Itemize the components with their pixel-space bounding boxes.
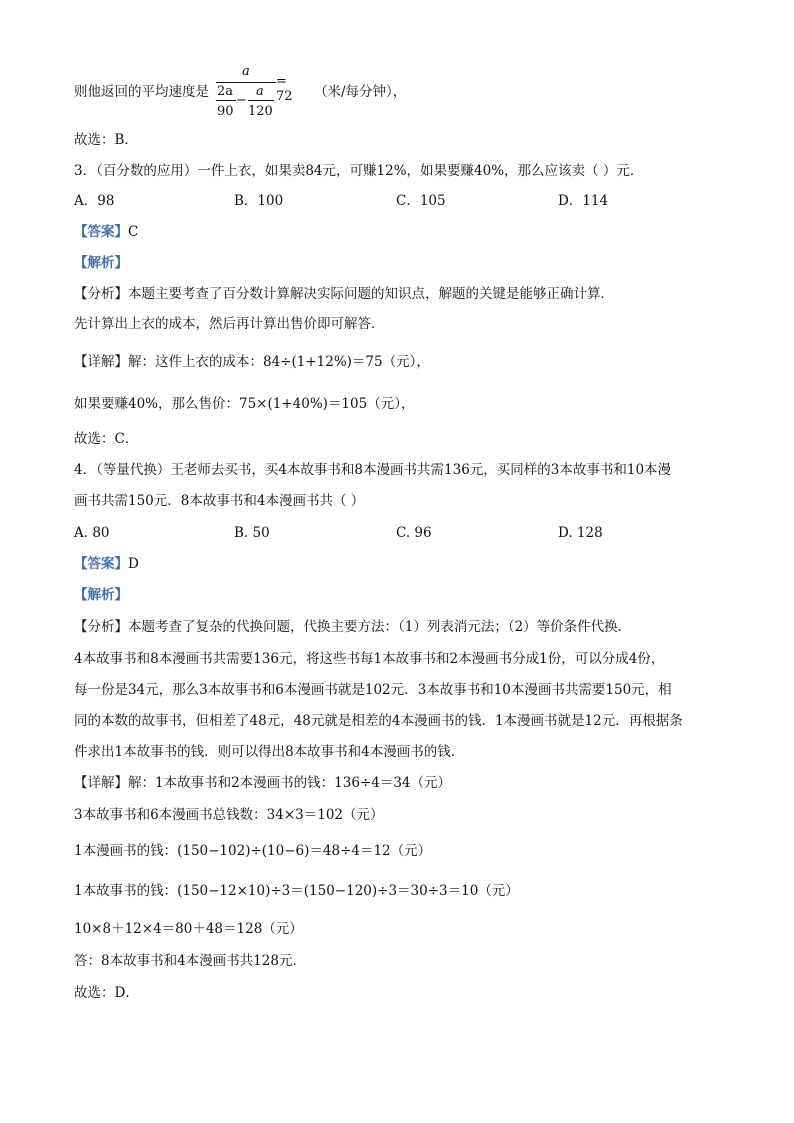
q4-step1-line (74, 773, 451, 793)
q4-step5: 10×8＋12×4＝80＋48＝128（元） (74, 921, 303, 937)
formula-den-right-den: 120 (248, 104, 273, 119)
q3-option-c: C．105 (396, 193, 446, 209)
q4-answer-line (74, 554, 139, 574)
q4-conclusion: 答：8本故事书和4本漫画书共128元． (74, 953, 306, 969)
q3-answer-line (74, 222, 138, 242)
formula-numerator: a (242, 64, 250, 79)
q3-option-a: A．98 (74, 193, 115, 209)
q2-choose: 故选：B． (74, 132, 138, 148)
q4-para2: 每一份是34元，那么3本故事书和6本漫画书就是102元．3本故事书和10本漫画书共需要150元，相 (74, 682, 672, 698)
right-fraction-bar (248, 100, 274, 101)
q3-answer-tag: 【答案】 (74, 224, 128, 240)
formula-minus: − (236, 93, 247, 108)
q4-option-c: C. 96 (396, 525, 432, 541)
q4-option-a: A. 80 (74, 525, 110, 541)
q3-answer: C (128, 224, 139, 240)
q4-para1: 4本故事书和8本漫画书共需要136元，将这些书每1本故事书和2本漫画书分成1份，可以分成4份， (74, 651, 665, 667)
q4-step3: 1本漫画书的钱：(150−102)÷(10−6)＝48÷4＝12（元） (74, 843, 432, 859)
q4-choose: 故选：D． (74, 985, 139, 1001)
q4-stem-line2: 画书共需150元．8本故事书和4本漫画书共（ ） (74, 493, 365, 509)
q3-option-b: B．100 (234, 193, 284, 209)
q3-fenxi2: 先计算出上衣的成本，然后再计算出售价即可解答． (74, 316, 385, 332)
q4-step4: 1本故事书的钱：(150−12×10)÷3＝(150−120)÷3＝30÷3＝10（元） (74, 883, 519, 899)
q4-option-b: B. 50 (234, 525, 270, 541)
q3-analysis-tag: 【解析】 (74, 255, 128, 271)
q4-fenxi: 本题考查了复杂的代换问题，代换主要方法：（1）列表消元法；（2）等价条件代换． (128, 619, 632, 635)
q3-step2: 如果要赚40%，那么售价：75×(1+40%)＝105（元）， (74, 396, 415, 412)
q4-para4: 件求出1本故事书的钱．则可以得出8本故事书和4本漫画书的钱． (74, 744, 465, 760)
average-speed-formula (216, 62, 306, 122)
q4-option-d: D. 128 (558, 525, 603, 541)
intro-prefix: 则他返回的平均速度是 (74, 84, 209, 100)
q3-choose: 故选：C． (74, 431, 139, 447)
q4-analysis-tag: 【解析】 (74, 587, 128, 603)
q4-stem-line1: 4．（等量代换）王老师去买书，买4本故事书和8本漫画书共需136元，买同样的3本故事书和10本漫 (74, 462, 672, 478)
q3-fenxi: 本题主要考查了百分数计算解决实际问题的知识点，解题的关键是能够正确计算． (128, 286, 614, 302)
q3-step1: 解：这件上衣的成本：84÷(1+12%)＝75（元）， (128, 354, 430, 370)
intro-unit: （米/每分钟）， (314, 84, 407, 100)
q3-fenxi-tag: 【分析】 (74, 286, 128, 302)
q4-step2: 3本故事书和6本漫画书总钱数：34×3＝102（元） (74, 807, 384, 823)
formula-den-left-den: 90 (217, 104, 234, 119)
q3-analysis-line (74, 253, 128, 273)
q3-stem: 3．（百分数的应用）一件上衣，如果卖84元，可赚12%，如果要赚40%，那么应该卖（ ）元． (74, 163, 644, 179)
q3-xiangjie-tag: 【详解】 (74, 354, 128, 370)
q4-para3: 同的本数的故事书，但相差了48元，48元就是相差的4本漫画书的钱．1本漫画书就是12元．再根据条 (74, 713, 683, 729)
q4-answer-tag: 【答案】 (74, 556, 128, 572)
left-fraction-bar (216, 100, 236, 101)
q3-step1-line (74, 352, 430, 372)
q4-fenxi-line (74, 617, 631, 637)
q4-xiangjie-tag: 【详解】 (74, 775, 128, 791)
formula-result: = 72 (276, 74, 293, 104)
formula-den-right-num: a (256, 84, 264, 99)
q3-option-d: D．114 (558, 193, 609, 209)
main-fraction-bar (216, 82, 276, 83)
formula-den-left-num: 2a (217, 84, 234, 99)
q4-analysis-line (74, 585, 128, 605)
q3-fenxi-line (74, 284, 614, 304)
q4-fenxi-tag: 【分析】 (74, 619, 128, 635)
q4-step1: 解：1本故事书和2本漫画书的钱：136÷4＝34（元） (128, 775, 452, 791)
q4-answer: D (128, 556, 139, 572)
